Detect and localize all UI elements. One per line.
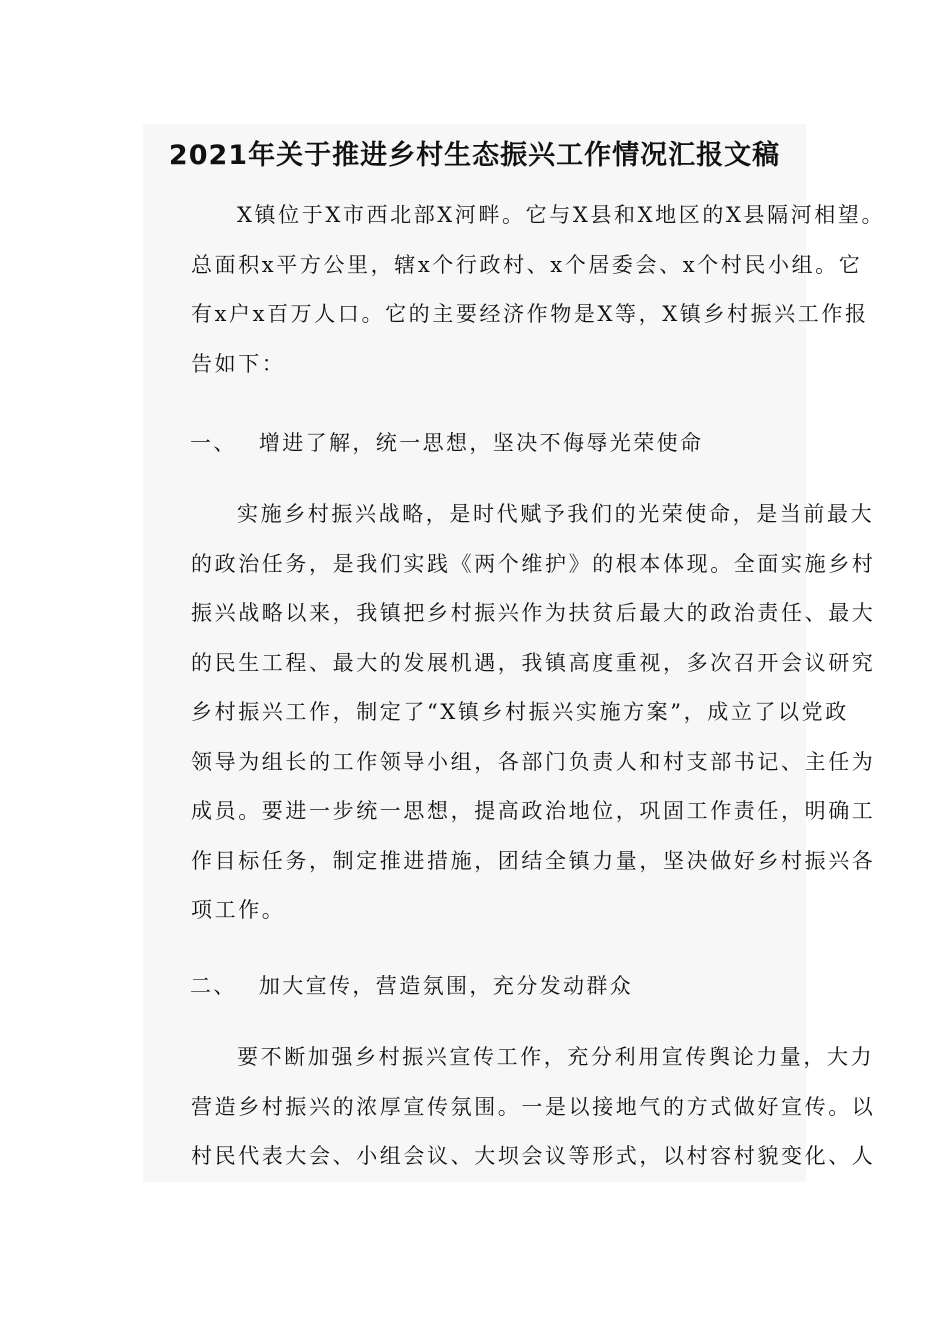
section-1-line-8: 作目标任务，制定推进措施，团结全镇力量，坚决做好乡村振兴各 [191,848,876,873]
section-1-line-9: 项工作。 [191,898,286,922]
section-2-paragraph [145,1033,876,1182]
section-2-line-3: 村民代表大会、小组会议、大坝会议等形式，以村容村貌变化、人 [191,1144,876,1168]
intro-line-2: 总面积x平方公里，辖x个行政村、x个居委会、x个村民小组。它 [191,252,863,277]
intro-line-3: 有x户x百万人口。它的主要经济作物是X等，X镇乡村振兴工作报 [191,302,869,326]
intro-line-1: X镇位于X市西北部X河畔。它与X县和X地区的X县隔河相望。 [237,203,886,227]
section-1-line-2: 的政治任务，是我们实践《两个维护》的根本体现。全面实施乡村 [191,551,876,576]
section-1-line-7: 成员。要进一步统一思想，提高政治地位，巩固工作责任，明确工 [191,799,876,823]
intro-line-4: 告如下： [191,351,286,376]
section-2-line-1: 要不断加强乡村振兴宣传工作，充分利用宣传舆论力量，大力 [237,1045,875,1069]
section-2-heading [190,966,633,1006]
section-1-line-1: 实施乡村振兴战略，是时代赋予我们的光荣使命，是当前最大 [237,502,875,526]
section-1-number: 一、 [190,431,237,455]
intro-paragraph [145,191,886,389]
section-1-paragraph [145,490,876,936]
section-2-number: 二、 [190,974,237,998]
section-2-line-2: 营造乡村振兴的浓厚宣传氛围。一是以接地气的方式做好宣传。以 [191,1094,876,1119]
section-1-line-5: 乡村振兴工作，制定了“X镇乡村振兴实施方案”，成立了以党政 [191,700,849,724]
section-1-line-4: 的民生工程、最大的发展机遇，我镇高度重视，多次召开会议研究 [191,650,876,675]
document-title: 2021年关于推进乡村生态振兴工作情况汇报文稿 [168,140,781,171]
section-1-line-3: 振兴战略以来，我镇把乡村振兴作为扶贫后最大的政治责任、最大 [191,601,876,625]
section-2-heading-text: 加大宣传，营造氛围，充分发动群众 [258,974,634,998]
section-1-line-6: 领导为组长的工作领导小组，各部门负责人和村支部书记、主任为 [191,749,876,774]
section-1-heading [190,423,703,463]
section-1-heading-text: 增进了解，统一思想，坚决不侮辱光荣使命 [258,431,704,455]
